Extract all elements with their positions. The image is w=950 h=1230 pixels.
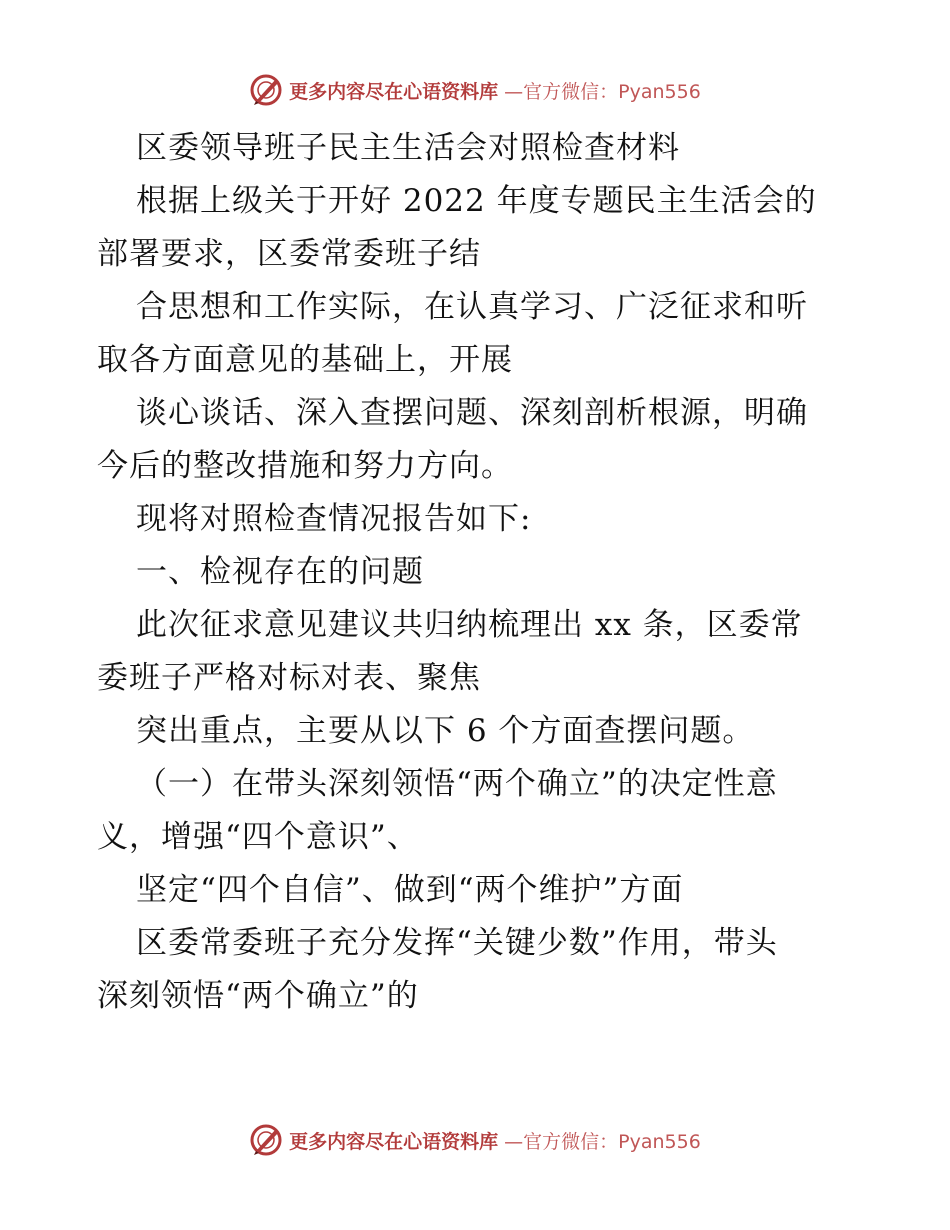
paragraph-line: 现将对照检查情况报告如下: bbox=[136, 501, 532, 537]
paragraph-line: 深刻领悟“两个确立”的 bbox=[97, 978, 419, 1014]
paragraph-line: 根据上级关于开好 2022 年度专题民主生活会的 bbox=[136, 183, 817, 219]
banner-promo-text: 更多内容尽在心语资料库 bbox=[289, 1130, 499, 1153]
paragraph-line: 谈心谈话、深入查摆问题、深刻剖析根源，明确 bbox=[136, 395, 808, 431]
paragraph-line: 今后的整改措施和努力方向。 bbox=[97, 448, 513, 484]
paragraph-line: 委班子严格对标对表、聚焦 bbox=[97, 660, 481, 696]
document-title: 区委领导班子民主生活会对照检查材料 bbox=[136, 130, 680, 166]
banner-wechat-text: —官方微信：Pyan556 bbox=[504, 80, 701, 103]
paragraph-line: 部署要求，区委常委班子结 bbox=[97, 236, 481, 272]
paragraph-line: 合思想和工作实际，在认真学习、广泛征求和听 bbox=[136, 289, 808, 325]
brush-pen-logo-icon bbox=[249, 1123, 283, 1157]
header-banner bbox=[0, 70, 950, 110]
section-heading: 一、检视存在的问题 bbox=[136, 554, 424, 590]
brush-pen-logo-icon bbox=[249, 73, 283, 107]
paragraph-line: 区委常委班子充分发挥“关键少数”作用，带头 bbox=[136, 925, 778, 961]
subsection-heading-cont: 坚定“四个自信”、做到“两个维护”方面 bbox=[136, 872, 684, 908]
footer-banner bbox=[0, 1120, 950, 1160]
paragraph-line: 突出重点，主要从以下 6 个方面查摆问题。 bbox=[136, 713, 755, 749]
banner-promo-text: 更多内容尽在心语资料库 bbox=[289, 80, 499, 103]
subsection-heading: （一）在带头深刻领悟“两个确立”的决定性意 bbox=[136, 766, 778, 802]
paragraph-line: 取各方面意见的基础上，开展 bbox=[97, 342, 513, 378]
subsection-heading-cont: 义，增强“四个意识”、 bbox=[97, 819, 419, 855]
paragraph-line: 此次征求意见建议共归纳梳理出 xx 条，区委常 bbox=[136, 607, 803, 643]
document-body bbox=[97, 122, 857, 1023]
banner-wechat-text: —官方微信：Pyan556 bbox=[504, 1130, 701, 1153]
